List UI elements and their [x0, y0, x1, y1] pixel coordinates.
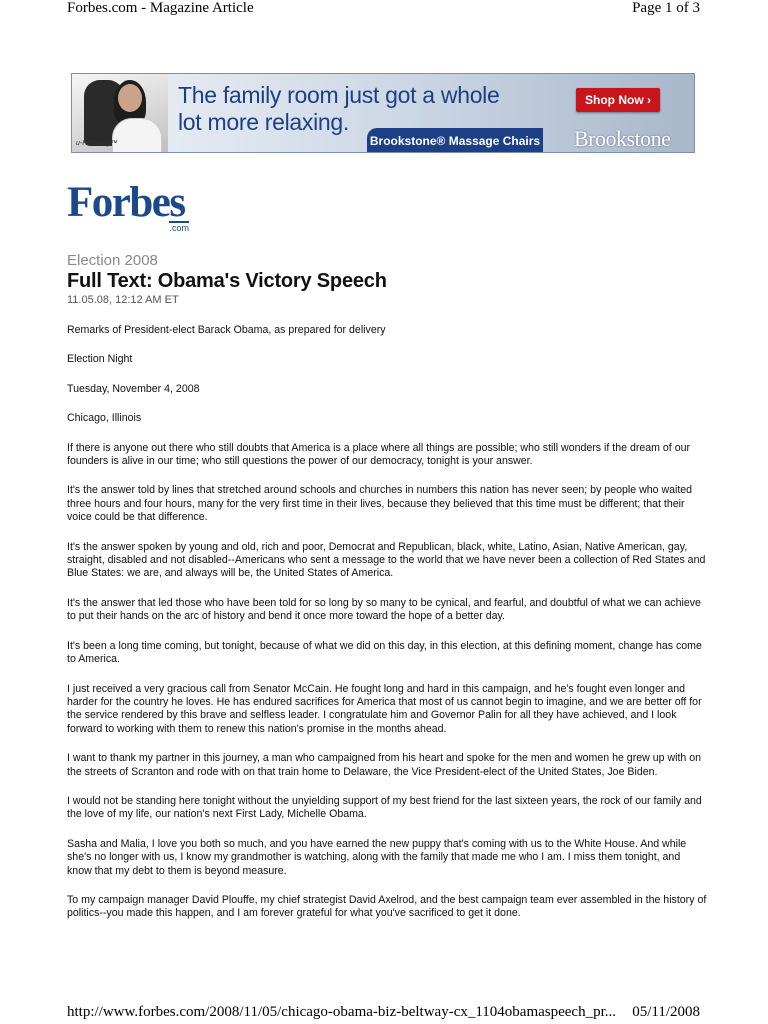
ad-photo-label: u-Harmony™: [76, 140, 118, 147]
article-event: Election Night: [67, 353, 133, 366]
article-subtitle: Remarks of President-elect Barack Obama, as prepared for delivery: [67, 324, 386, 336]
print-header-title: Forbes.com - Magazine Article: [67, 0, 254, 16]
paragraph: It's the answer told by lines that stretched around schools and churches in numbers this nation has never seen; by people who waited three hours and four hours, many for the very first time in their lives, because they believed that this time must be different; that their voice could be that difference.: [67, 484, 693, 524]
advertisement-banner[interactable]: [71, 73, 695, 153]
source-url[interactable]: http://www.forbes.com/2008/11/05/chicago-obama-biz-beltway-cx_1104obamaspeech_pr...: [67, 1004, 617, 1020]
print-date: 05/11/2008: [632, 1004, 700, 1020]
forbes-logo-word: Forbes: [67, 179, 185, 226]
paragraph: I want to thank my partner in this journey, a man who campaigned from his heart and spoke for the men and women he grew up with on the streets of Scranton and rode with on that train home to Delaware, the Vice President-elect of the United States, Joe Biden.: [67, 752, 702, 778]
paragraph: If there is anyone out there who still doubts that America is a place where all things are possible; who still wonders if the dream of our founders is alive in our time; who still questions the power of our democracy, tonight is your answer.: [67, 441, 691, 468]
article-body: [67, 324, 707, 937]
ad-model-body: [112, 118, 162, 153]
page-number: Page 1 of 3: [632, 0, 700, 16]
print-footer: [67, 1004, 700, 1021]
forbes-logo[interactable]: [67, 179, 191, 233]
paragraph: It's the answer that led those who have been told for so long by so many to be cynical, and fearful, and doubtful of what we can achieve to put their hands on the arc of history and bend it once more toward the hope of a better day.: [67, 596, 701, 623]
section-label: Election 2008: [67, 252, 158, 269]
paragraph: It's the answer spoken by young and old, rich and poor, Democrat and Republican, black, white, Latino, Asian, Native American, gay, straight, disabled and not disabled--Americans who sent a message to the world that we have never been a collection of Red States and Blue States: we are, and always will be, the United States of America.: [67, 540, 706, 580]
ad-product-label: Brookstone® Massage Chairs: [367, 128, 543, 153]
shop-now-button[interactable]: Shop Now ›: [576, 88, 660, 112]
forbes-logo-suffix: .com: [169, 223, 189, 233]
paragraph: I would not be standing here tonight without the unyielding support of my best friend for the last sixteen years, the rock of our family and the love of my life, our nation's next First Lady, Michelle Obama.: [67, 794, 702, 821]
ad-model-face: [118, 84, 142, 112]
article-dateline: 11.05.08, 12:12 AM ET: [67, 294, 179, 306]
article-title: Full Text: Obama's Victory Speech: [67, 270, 387, 292]
paragraph: I just received a very gracious call from Senator McCain. He fought long and hard in this campaign, and he's fought even longer and harder for the country he loves. He has endured sacrifices for America that most of us cannot begin to imagine, and we are better off for the service rendered by this brave and selfless leader. I congratulate him and Governor Palin for all they have achieved, and I look forward to working with them to renew this nation's promise in the months ahead.: [67, 682, 702, 735]
print-header: [67, 0, 700, 20]
paragraph: To my campaign manager David Plouffe, my chief strategist David Axelrod, and the best campaign team ever assembled in the history of politics--you made this happen, and I am forever grateful for what you've sacrificed to get it done.: [67, 893, 707, 920]
paragraph: It's been a long time coming, but tonight, because of what we did on this day, in this election, at this defining moment, change has come to America.: [67, 639, 702, 666]
ad-photo: [72, 74, 168, 152]
ad-headline-line1: The family room just got a whole: [178, 82, 500, 108]
ad-brand-logo: Brookstone: [574, 126, 671, 151]
article-location: Chicago, Illinois: [67, 412, 142, 425]
paragraph: Sasha and Malia, I love you both so much, and you have earned the new puppy that's coming with us to the White House. And while she's no longer with us, I know my grandmother is watching, along with the family that made me who I am. I miss them tonight, and know that my debt to them is beyond measure.: [67, 837, 687, 877]
article-date: Tuesday, November 4, 2008: [67, 382, 200, 395]
ad-headline-line2: lot more relaxing.: [178, 109, 350, 135]
